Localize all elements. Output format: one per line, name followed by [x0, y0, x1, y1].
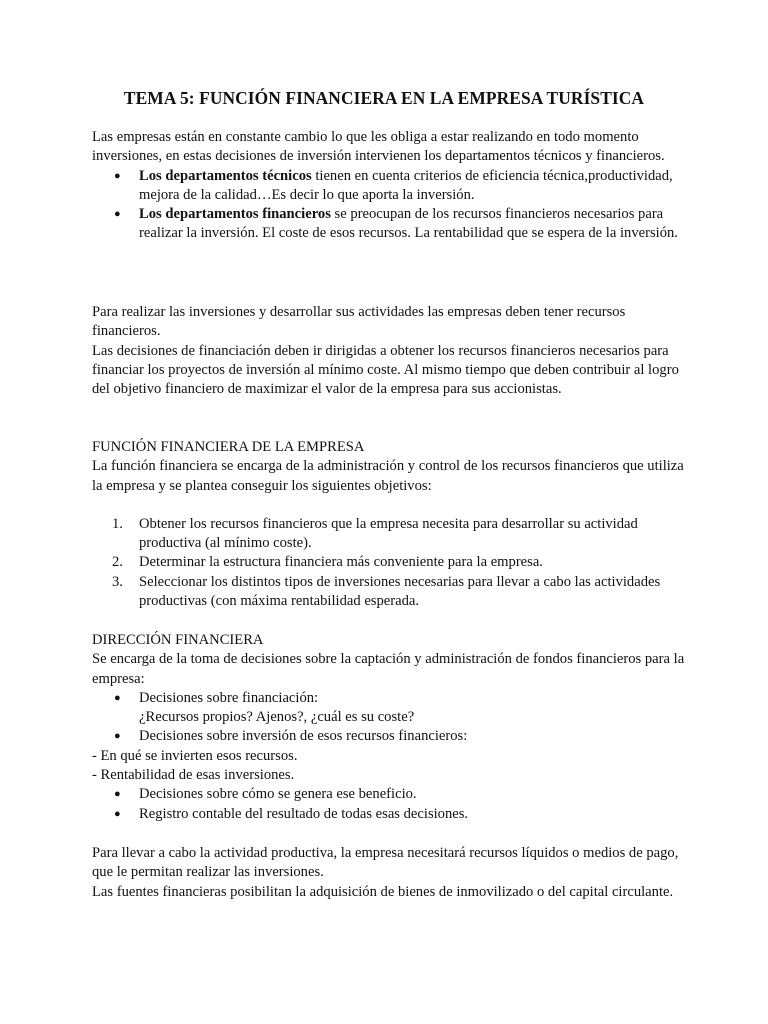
final-section: [92, 844, 692, 902]
intro-section: [92, 128, 692, 244]
financing-section: [92, 303, 692, 399]
financing-paragraph-2: Las decisiones de financiación deben ir dirigidas a obtener los recursos financieros necesarios para financiar los proyectos de inversión al mínimo coste. Al mismo tiempo que deben contribuir al logro del objetivo financiero de maximizar el valor de la empresa para sus accionistas.: [92, 342, 679, 398]
bullet-item-financieros: [92, 205, 692, 244]
objective-item-3: [92, 573, 692, 612]
page-title: TEMA 5: FUNCIÓN FINANCIERA EN LA EMPRESA TURÍSTICA: [123, 88, 645, 108]
bullet-icon: ●: [114, 169, 121, 182]
objective-item-1: [92, 515, 692, 554]
objective-text: Obtener los recursos financieros que la empresa necesita para desarrollar su actividad productiva (al mínimo coste).: [139, 515, 638, 552]
list-number: 2.: [112, 554, 123, 571]
bullet-item-financiacion: [92, 689, 692, 728]
objective-text: Seleccionar los distintos tipos de inversiones necesarias para llevar a cabo las actividades productivas (con máxima rentabilidad esperada.: [139, 573, 661, 610]
bullet-text: tienen en cuenta criterios de eficiencia técnica,productividad, mejora de la calidad…Es decir lo que aporta la inversión.: [139, 167, 673, 203]
bullet-subtext: ¿Recursos propios? Ajenos?, ¿cuál es su coste?: [139, 709, 415, 726]
bullet-item-registro: [92, 805, 692, 824]
bullet-bold-label: Los departamentos técnicos: [139, 167, 312, 184]
bullet-text: Registro contable del resultado de todas esas decisiones.: [139, 805, 469, 822]
bullet-text: Decisiones sobre inversión de esos recursos financieros:: [139, 728, 468, 745]
bullet-icon: ●: [114, 788, 121, 801]
bullet-text: se preocupan de los recursos financieros necesarios para realizar la inversión. El coste de esos recursos. La rentabilidad que se espera de la inversión.: [139, 206, 678, 242]
bullet-text: Decisiones sobre cómo se genera ese beneficio.: [139, 786, 417, 803]
bullet-item-beneficio: [92, 785, 692, 804]
final-paragraph-2: Las fuentes financieras posibilitan la adquisición de bienes de inmovilizado o del capital circulante.: [92, 883, 674, 900]
intro-paragraph: Las empresas están en constante cambio lo que les obliga a estar realizando en todo momento inversiones, en estas decisiones de inversión intervienen los departamentos técnicos y financieros.: [92, 129, 665, 165]
final-paragraph-1: Para llevar a cabo la actividad productiva, la empresa necesitará recursos líquidos o medios de pago, que le permitan realizar las inversiones.: [92, 845, 679, 881]
objective-text: Determinar la estructura financiera más conveniente para la empresa.: [139, 554, 543, 571]
list-number: 3.: [112, 573, 123, 590]
bullet-icon: ●: [114, 208, 121, 221]
bullet-bold-label: Los departamentos financieros: [139, 206, 331, 223]
bullet-text: Decisiones sobre financiación:: [139, 689, 319, 706]
financing-paragraph-1: Para realizar las inversiones y desarrollar sus actividades las empresas deben tener recursos financieros.: [92, 304, 626, 340]
funcion-section: [92, 438, 692, 611]
funcion-heading: FUNCIÓN FINANCIERA DE LA EMPRESA: [92, 439, 365, 455]
dash-item-1: - En qué se invierten esos recursos.: [92, 747, 298, 764]
objective-item-2: [92, 553, 692, 572]
direccion-section: [92, 631, 692, 824]
dash-item-2: - Rentabilidad de esas inversiones.: [92, 767, 295, 784]
bullet-icon: ●: [114, 730, 121, 743]
bullet-item-inversion: [92, 727, 692, 746]
list-number: 1.: [112, 515, 123, 532]
bullet-icon: ●: [114, 807, 121, 820]
direccion-paragraph: Se encarga de la toma de decisiones sobre la captación y administración de fondos financieros para la empresa:: [92, 651, 685, 687]
bullet-item-tecnicos: [92, 167, 692, 206]
funcion-paragraph: La función financiera se encarga de la administración y control de los recursos financieros que utiliza la empresa y se plantea conseguir los siguientes objetivos:: [92, 458, 684, 494]
direccion-heading: DIRECCIÓN FINANCIERA: [92, 632, 264, 648]
bullet-icon: ●: [114, 691, 121, 704]
